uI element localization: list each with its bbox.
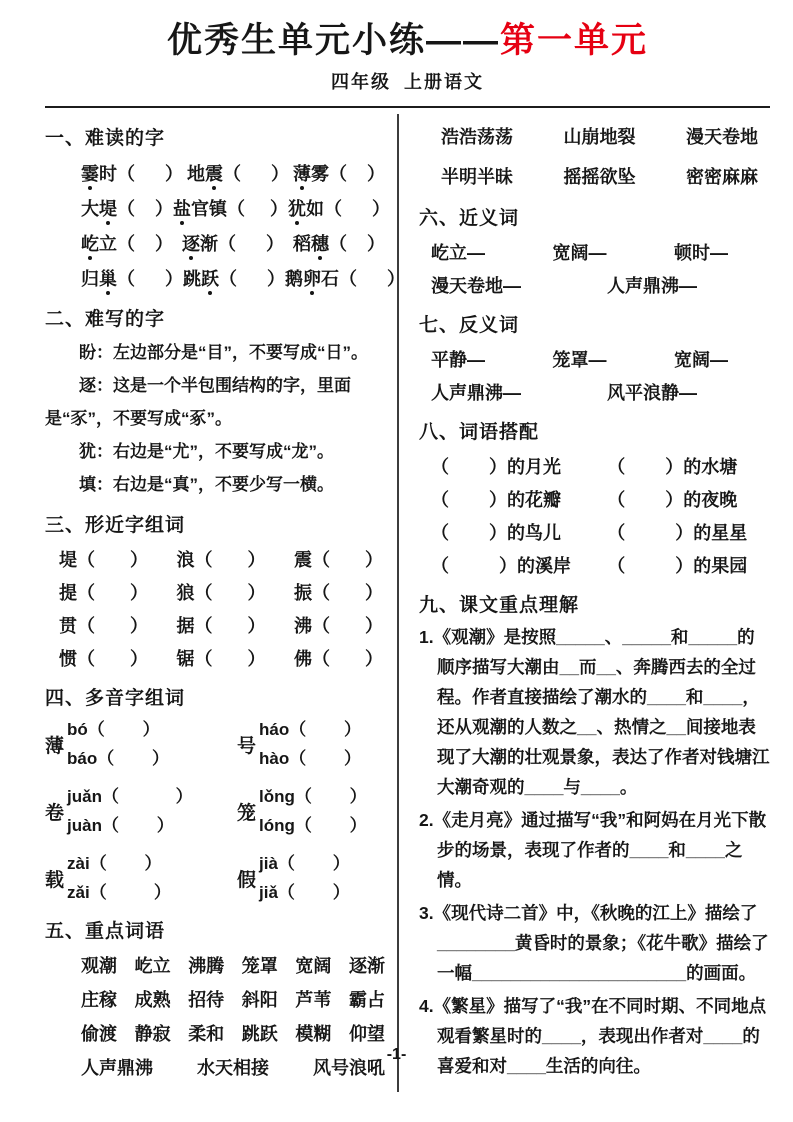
synonym-item: 屹立— [431, 242, 485, 263]
polyphone-group [45, 849, 237, 907]
key-word: 浩浩荡荡 [441, 127, 513, 147]
section-9-title: 九、课文重点理解 [419, 595, 580, 616]
answer-paren: （ ） [339, 268, 406, 289]
answer-paren: （ ） [324, 198, 391, 219]
section-1-title: 一、难读的字 [45, 128, 166, 149]
page-title-black: 优秀生单元小练—— [166, 21, 500, 60]
note-char: 填： [79, 475, 113, 494]
key-word: 庄稼 [81, 990, 117, 1010]
key-word: 招待 [188, 990, 225, 1010]
word-dotted-char: 盐 [173, 195, 191, 221]
word-dotted-char: 逐 [182, 230, 200, 256]
note-text: 左边部分是“目”，不要写成“日”。 [113, 343, 368, 362]
word-row [419, 375, 770, 408]
word-dotted-char: 穗 [311, 230, 329, 256]
pinyin-lines [259, 782, 367, 840]
antonym-item: 人声鼎沸— [431, 382, 521, 403]
polyphone-char: 载 [45, 869, 65, 891]
pinyin-line-2: lóng（ ） [259, 816, 367, 835]
pinyin-lines [67, 782, 193, 840]
collocation-item: （ ）的花瓣 [431, 489, 562, 510]
compare-word-item: 据（ ） [176, 615, 266, 636]
word-post: 石 [321, 268, 340, 289]
collocation-item: （ ）的溪岸 [431, 555, 572, 576]
note-text: 这是一个半包围结构的字，里面是“豕”，不要写成“豖”。 [45, 376, 351, 428]
key-word: 山崩地裂 [563, 127, 636, 147]
key-word: 半明半昧 [441, 167, 513, 187]
compare-word-item: 佛（ ） [293, 648, 383, 669]
word-dotted-char: 霎 [81, 160, 99, 186]
answer-paren: （ ） [117, 233, 174, 254]
comprehension-item: 3.《现代诗二首》中，《秋晚的江上》描绘了________黄昏时的景象；《花牛歌》描绘了一幅______________________的画面。 [419, 903, 769, 983]
pinyin-lines [259, 715, 361, 773]
compare-word-item: 锯（ ） [176, 648, 266, 669]
word-dotted-char: 巢 [99, 265, 117, 291]
key-word: 霸占 [348, 990, 385, 1010]
section-collocations [419, 417, 770, 581]
writing-note [45, 435, 387, 468]
dotted-word-item [81, 230, 173, 256]
key-word: 风号浪吼 [313, 1058, 385, 1078]
key-word: 摇摇欲坠 [563, 167, 636, 187]
page-title-red: 第一单元 [500, 21, 649, 60]
header-rule [45, 106, 770, 108]
word-row [419, 342, 770, 375]
answer-paren: （ ） [219, 268, 286, 289]
compare-word-item: 沸（ ） [293, 615, 383, 636]
key-word: 漫天卷地 [686, 127, 758, 147]
word-pre: 归 [81, 268, 99, 289]
word-row [45, 641, 387, 674]
pinyin-line-1: lǒng（ ） [259, 787, 367, 806]
word-post: 雾 [310, 163, 329, 184]
dotted-word-item [182, 230, 284, 256]
key-word: 成熟 [134, 990, 171, 1010]
polyphone-char: 号 [237, 735, 257, 757]
antonym-item: 平静— [431, 349, 485, 370]
synonym-item: 人声鼎沸— [607, 275, 697, 296]
word-row [45, 260, 406, 295]
comprehension-item: 2.《走月亮》通过描写“我”和阿妈在月光下散步的场景，表现了作者的____和____之情。 [419, 810, 767, 890]
key-word: 笼罩 [241, 956, 278, 976]
key-word: 人声鼎沸 [81, 1058, 153, 1078]
section-antonyms [419, 310, 770, 408]
polyphone-char: 假 [237, 869, 257, 891]
section-similar-characters [45, 510, 387, 674]
dotted-word-item [288, 195, 390, 221]
pinyin-line-2: hào（ ） [259, 749, 362, 768]
antonym-item: 笼罩— [552, 349, 607, 370]
answer-paren: （ ） [117, 198, 174, 219]
word-row [45, 1016, 387, 1050]
key-word: 模糊 [295, 1024, 332, 1044]
synonym-item: 漫天卷地— [431, 275, 521, 296]
word-row [45, 982, 387, 1016]
word-pre: 地 [186, 163, 205, 184]
polyphone-group [45, 715, 237, 773]
word-dotted-char: 屹 [81, 230, 99, 256]
word-dotted-char: 堤 [99, 195, 117, 221]
word-post: 渐 [199, 233, 218, 254]
section-hard-to-write-characters [45, 304, 387, 501]
key-word: 静寂 [134, 1024, 171, 1044]
key-word: 观潮 [81, 956, 117, 976]
antonym-item: 宽阔— [674, 349, 728, 370]
section-6-title: 六、近义词 [419, 208, 520, 229]
dotted-word-item [81, 195, 173, 221]
collocation-item: （ ）的鸟儿 [431, 522, 562, 543]
pinyin-line-2: jiǎ（ ） [259, 883, 350, 902]
answer-paren: （ ） [217, 233, 284, 254]
pinyin-lines [67, 849, 171, 907]
polyphone-grid [45, 715, 387, 907]
compare-word-item: 震（ ） [293, 549, 383, 570]
word-row [45, 542, 387, 575]
collocation-item: （ ）的月光 [431, 456, 562, 477]
page-number: -1- [386, 1046, 407, 1063]
dotted-word-item [285, 265, 405, 291]
note-char: 犹： [79, 442, 113, 461]
polyphone-group [45, 782, 237, 840]
section-polyphones [45, 683, 387, 907]
key-word: 宽阔 [295, 956, 332, 976]
word-post: 如 [306, 198, 325, 219]
pinyin-line-1: háo（ ） [259, 720, 362, 739]
compare-word-item: 贯（ ） [59, 615, 149, 636]
section-synonyms [419, 203, 770, 301]
dotted-word-item [173, 195, 288, 221]
polyphone-char: 笼 [237, 802, 257, 824]
compare-word-item: 提（ ） [59, 582, 149, 603]
pinyin-line-2: báo（ ） [67, 749, 170, 768]
key-word: 仰望 [348, 1024, 385, 1044]
pinyin-lines [259, 849, 350, 907]
word-row [45, 948, 387, 982]
pinyin-line-1: juǎn（ ） [67, 787, 193, 806]
section-2-title: 二、难写的字 [45, 309, 166, 330]
pinyin-line-1: bó（ ） [67, 720, 160, 739]
key-word: 偷渡 [81, 1024, 117, 1044]
dotted-word-item [187, 160, 289, 186]
key-word: 屹立 [134, 956, 171, 976]
comprehension-item: 4.《繁星》描写了“我”在不同时期、不同地点观看繁星时的____，表现出作者对____的喜爱和对____生活的向往。 [419, 996, 767, 1076]
collocation-item: （ ）的星星 [607, 522, 748, 543]
polyphone-group [237, 782, 387, 840]
word-dotted-char: 薄 [293, 160, 311, 186]
section-8-title: 八、词语搭配 [419, 422, 540, 443]
key-word: 跳跃 [241, 1024, 278, 1044]
dotted-word-item [81, 265, 183, 291]
word-post: 立 [99, 233, 117, 254]
answer-paren: （ ） [117, 268, 184, 289]
word-row [419, 548, 770, 581]
section-7-title: 七、反义词 [419, 315, 520, 336]
pinyin-line-1: zài（ ） [67, 854, 162, 873]
word-row [419, 482, 770, 515]
writing-note [45, 369, 387, 435]
answer-paren: （ ） [117, 163, 184, 184]
key-word: 柔和 [188, 1024, 225, 1044]
key-word: 沸腾 [188, 956, 225, 976]
collocation-item: （ ）的水塘 [607, 456, 738, 477]
polyphone-char: 薄 [45, 735, 65, 757]
word-row [419, 449, 770, 482]
word-row [45, 225, 387, 260]
word-row [45, 190, 391, 225]
pinyin-lines [67, 715, 169, 773]
pinyin-line-2: zǎi（ ） [67, 883, 171, 902]
polyphone-char: 卷 [45, 802, 65, 824]
word-row [419, 118, 770, 154]
two-column-body [45, 114, 770, 1092]
answer-paren: （ ） [222, 163, 289, 184]
word-row [419, 235, 770, 268]
word-pre: 跳 [183, 268, 202, 289]
note-text: 右边是“真”，不要少写一横。 [113, 475, 334, 494]
word-row [419, 268, 770, 301]
synonym-item: 顿时— [674, 242, 728, 263]
word-pre: 鹅 [285, 268, 304, 289]
key-word: 逐渐 [348, 956, 385, 976]
dotted-word-item [293, 230, 385, 256]
note-char: 逐： [79, 376, 113, 395]
word-dotted-char: 震 [205, 160, 223, 186]
key-word: 水天相接 [197, 1058, 269, 1078]
compare-word-item: 堤（ ） [59, 549, 149, 570]
word-pre: 大 [81, 198, 99, 219]
writing-note [45, 468, 387, 501]
section-text-comprehension [419, 590, 770, 1081]
compare-word-item: 惯（ ） [59, 648, 149, 669]
dotted-word-item [293, 160, 385, 186]
dotted-word-item [81, 160, 183, 186]
word-post: 官镇 [191, 198, 228, 219]
polyphone-group [237, 849, 387, 907]
word-dotted-char: 犹 [288, 195, 306, 221]
answer-paren: （ ） [227, 198, 289, 219]
note-text: 右边是“尤”，不要写成“龙”。 [113, 442, 334, 461]
pinyin-line-1: jià（ ） [259, 854, 350, 873]
word-dotted-char: 卵 [303, 265, 321, 291]
key-word: 芦苇 [295, 990, 332, 1010]
page-title [45, 20, 770, 62]
word-row [45, 155, 387, 190]
word-dotted-char: 跃 [201, 265, 219, 291]
antonym-item: 风平浪静— [607, 382, 697, 403]
word-row [45, 575, 387, 608]
page-subtitle: 四年级 上册语文 [331, 72, 484, 92]
collocation-item: （ ）的果园 [607, 555, 748, 576]
pinyin-line-2: juàn（ ） [67, 816, 174, 835]
section-5-title: 五、重点词语 [45, 921, 166, 942]
collocation-item: （ ）的夜晚 [607, 489, 738, 510]
answer-paren: （ ） [328, 233, 385, 254]
word-row [419, 515, 770, 548]
word-row [419, 158, 770, 194]
section-3-title: 三、形近字组词 [45, 515, 186, 536]
synonym-item: 宽阔— [552, 242, 607, 263]
word-post: 时 [99, 163, 117, 184]
key-word: 密密麻麻 [686, 167, 758, 187]
compare-word-item: 浪（ ） [176, 549, 266, 570]
section-4-title: 四、多音字组词 [45, 688, 186, 709]
comprehension-item: 1.《观潮》是按照_____、_____和_____的顺序描写大潮由__而__、奔腾西去的全过程。作者直接描绘了潮水的____和____，还从观潮的人数之__、热情之__间接地表现了大潮的壮观景象，表达了作者对钱塘江大潮奇观的____与____。 [419, 627, 770, 797]
polyphone-group [237, 715, 387, 773]
word-pre: 稻 [292, 233, 311, 254]
right-column [397, 114, 770, 1092]
key-word: 斜阳 [241, 990, 278, 1010]
left-column [45, 114, 406, 1092]
compare-word-item: 振（ ） [293, 582, 383, 603]
word-row [45, 608, 387, 641]
answer-paren: （ ） [328, 163, 385, 184]
writing-note [45, 336, 387, 369]
section-hard-to-read-characters [45, 123, 406, 295]
dotted-word-item [183, 265, 285, 291]
compare-word-item: 狼（ ） [176, 582, 266, 603]
note-char: 盼： [79, 343, 113, 362]
